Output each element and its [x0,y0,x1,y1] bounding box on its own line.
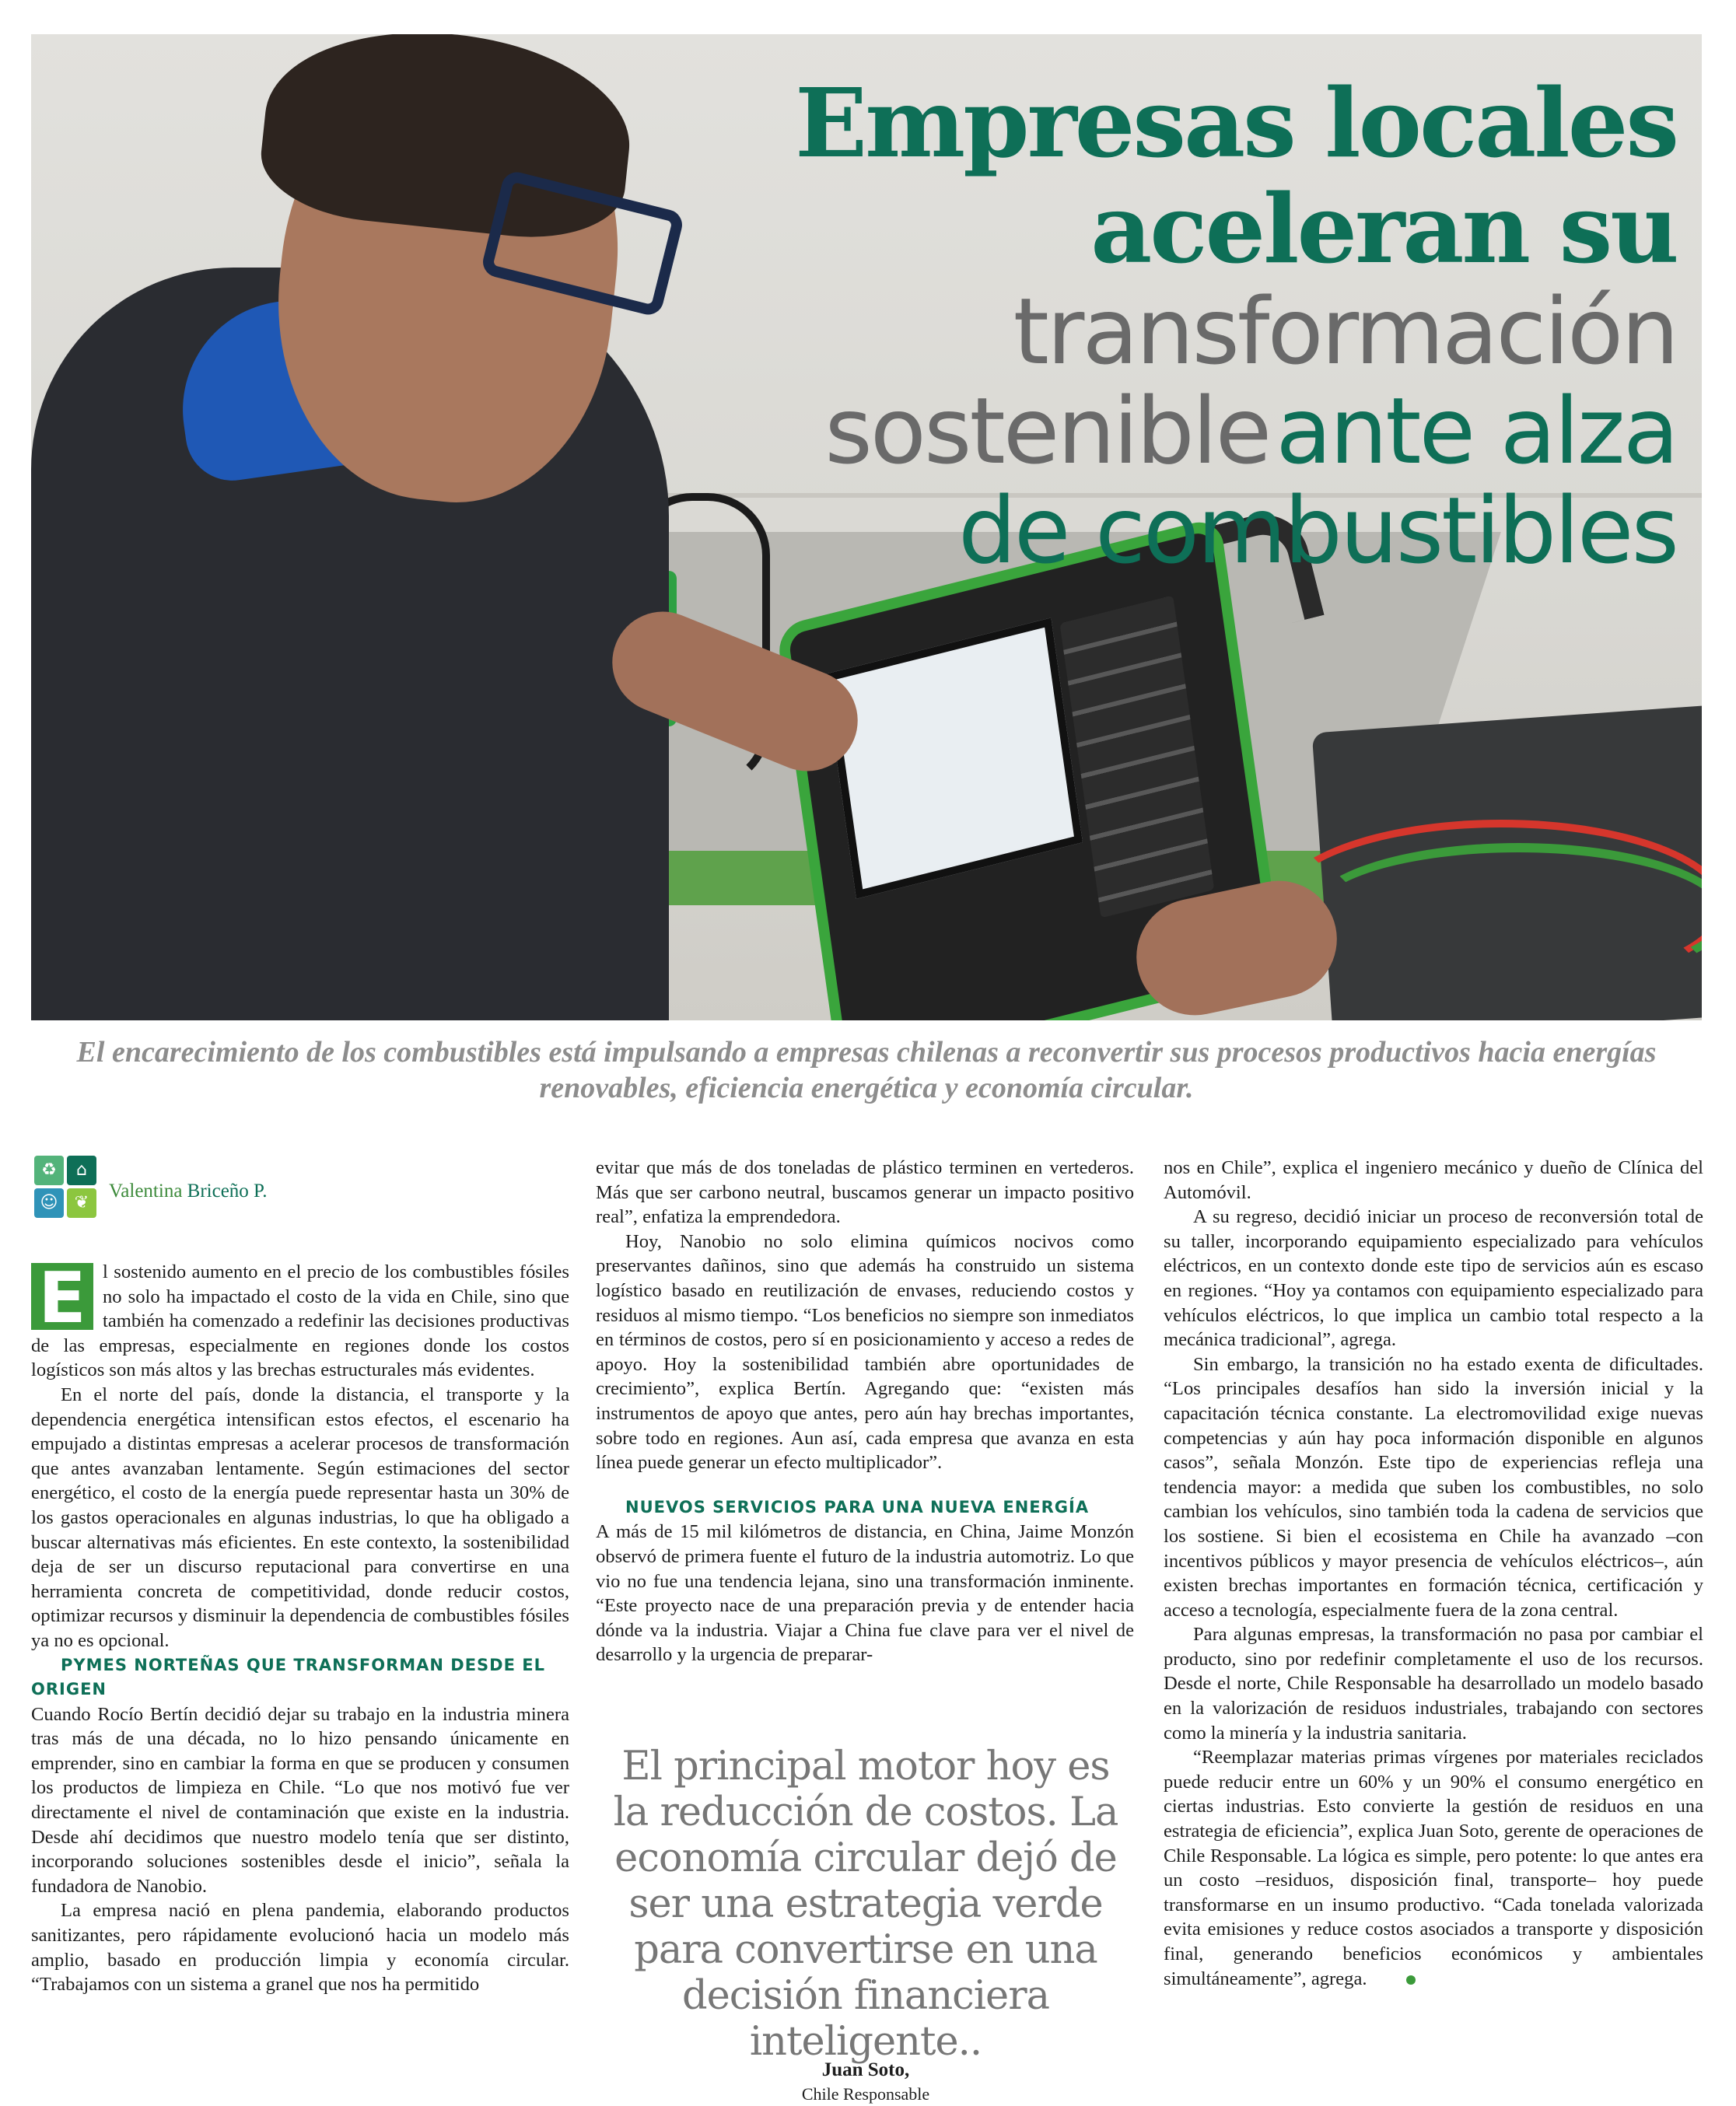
paragraph: Cuando Rocío Bertín decidió dejar su trabajo en la industria minera tras más de una década, no lo hizo pensando únicamente en emprender, sino en cambiar la forma en que se producen y consumen los productos de limpieza en Chile. “Lo que nos motivó fue ver directamente el nivel de contaminación que existe en la industria. Desde ahí decidimos que nuestro modelo tenía que ser distinto, incorporando soluciones sostenibles desde el inicio”, señala la fundadora de Nanobio. [31,1703,569,1897]
end-mark-icon [1406,1975,1416,1985]
device-keypad [1060,596,1215,918]
paragraph: Hoy, Nanobio no solo elimina químicos nocivos como preservantes dañinos, sino que además ha construido un sistema logístico basado en reutilización de envases, reduciendo costos y residuos al mismo tiempo. “Los beneficios no siempre son inmediatos en términos de costos, pero sí en posicionamiento y acceso a redes de apoyo. Hoy la sostenibilidad también abre oportunidades de crecimiento”, explica Bertín. Agregando que: “existen más instrumentos de apoyo que antes, pero aún hay brechas importantes, sobre todo en regiones. Aun así, cada empresa que avanza en esta línea puede generar un efecto multiplicador”. [596,1230,1134,1474]
paragraph: nos en Chile”, explica el ingeniero mecánico y dueño de Clínica del Automóvil. [1164,1157,1703,1203]
drop-cap: E [31,1263,93,1330]
recycle-icon: ♻ [34,1156,64,1185]
pull-quote: El principal motor hoy es la reducción de costos. La economía circular dejó de ser una estrategia verde para convertirse en una decisión financiera inteligente.. [613,1744,1118,2065]
paragraph-last [1164,1745,1703,1991]
section-logo [34,1156,96,1218]
column-1 [31,1260,569,1997]
subhead: El encarecimiento de los combustibles está impulsando a empresas chilenas a reconvertir sus procesos productivos hacia energías renovables, eficiencia energética y economía circular. [76,1036,1657,1104]
column-2 [596,1156,1134,1667]
paragraph: A más de 15 mil kilómetros de distancia, en China, Jaime Monzón observó de primera fuente el futuro de la industria automotriz. Lo que vio no fue una tendencia lejana, sino una transformación inminente. “Este proyecto nace de una preparación previa y de entender hacia dónde va la industria. Viajar a China fue clave para ver el nivel de desarrollo y la urgencia de preparar- [596,1521,1134,1666]
paragraph: La empresa nació en plena pandemia, elaborando productos sanitizantes, pero rápidamente evolucionó hacia un modelo más amplio, basado en producción limpia y economía circular. “Trabajamos con un sistema a granel que nos ha permitido [31,1900,569,1996]
byline-first: Valentina [109,1181,183,1202]
headline-line-1: Empresas locales [795,67,1677,179]
hero-photo [31,34,1702,1020]
paragraph: Sin embargo, la transición no ha estado exenta de dificultades. “Los principales desafíos han sido la inversión inicial y la capacitación técnica constante. La electromovilidad exige nuevas competencias y aún hay poca información disponible en algunos casos”, señala Monzón. Este tipo de experiencias refleja una tendencia mayor: a medida que suben los combustibles, no solo cambian los vehículos, sino también toda la cadena de servicios que los sostiene. Si bien el ecosistema en Chile ha avanzado –con incentivos públicos y mayor presencia de vehículos eléctricos–, aún existen brechas importantes en formación técnica, certificación y acceso a tecnología, especialmente fuera de la zona central. [1164,1353,1703,1621]
headline-line-2: aceleran su [1090,173,1677,285]
section-heading-2: NUEVOS SERVICIOS PARA UNA NUEVA ENERGÍA [625,1497,1090,1517]
pull-quote-name: Juan Soto, [821,2059,910,2080]
headline-line-4-grey: sostenible [824,377,1270,485]
column-3 [1164,1156,1703,1991]
leaf-icon: ❦ [67,1188,96,1218]
paragraph: En el norte del país, donde la distancia, el transporte y la dependencia energética intensifican estos efectos, el escenario ha empujado a distintas empresas a acelerar procesos de transformación que antes avanzaban lentamente. Según estimaciones del sector energético, el costo de la energía puede representar hasta un 30% de los gastos operacionales en algunas industrias, lo que ha obligado a buscar alternativas más eficientes. En este contexto, la sostenibilidad deja de ser un discurso reputacional para convertirse en una herramienta concreta de competitividad, donde reducir costos, optimizar recursos y disminuir la dependencia de combustibles fósiles ya no es opcional. [31,1384,569,1651]
paragraph: evitar que más de dos toneladas de plástico terminen en vertederos. Más que ser carbono neutral, buscamos generar un impacto positivo real”, enfatiza la emprendedora. [596,1157,1134,1228]
paragraph: Para algunas empresas, la transformación no pasa por cambiar el producto, sino por redefinir completamente el uso de los recursos. Desde el norte, Chile Responsable ha desarrollado un modelo basado en la valorización de residuos industriales, trabajando con sectores como la minería y la industria sanitaria. [1164,1624,1703,1744]
byline-last: Briceño P. [187,1181,268,1202]
headline [588,67,1677,584]
building-icon: ⌂ [67,1156,96,1185]
people-icon: ☺ [34,1188,64,1218]
headline-line-5: de combustibles [957,477,1677,584]
headline-line-3: transformación [1013,278,1677,385]
section-heading-1: PYMES NORTEÑAS QUE TRANSFORMAN DESDE EL ORIGEN [31,1655,545,1699]
paragraph: A su regreso, decidió iniciar un proceso de reconversión total de su taller, incorporando equipamiento especializado para vehículos eléctricos, en un contexto donde este tipo de servicios aún es escaso en regiones. “Hoy ya contamos con equipamiento especializado para vehículos eléctricos, lo que implica un cambio total respecto a la mecánica tradicional”, agrega. [1164,1206,1703,1351]
headline-line-4-green: ante alza [1276,377,1677,485]
device-screen [824,617,1083,898]
paragraph-text: “Reemplazar materias primas vírgenes por materiales reciclados puede reducir entre un 60% y un 90% el consumo energético en ciertas industrias. Esto convierte la gestión de residuos en una estrategia de eficiencia”, explica Juan Soto, gerente de operaciones de Chile Responsable. La lógica es simple, pero potente: lo que antes era un costo –residuos, disposición final, transporte– hoy puede transformarse en un insumo productivo. “Cada tonelada valorizada evita emisiones y reduce costos asociados a transporte y disposición final, generando beneficios económicos y ambientales simultáneamente”, agrega. [1164,1747,1703,1989]
byline [109,1181,267,1202]
pull-quote-org: Chile Responsable [801,2084,930,2104]
paragraph: l sostenido aumento en el precio de los combustibles fósiles no solo ha impactado el costo de la vida en Chile, sino que también ha comenzado a redefinir las decisiones productivas de las empresas, especialmente en regiones donde los costos logísticos son más altos y las brechas estructurales más evidentes. [31,1261,569,1381]
